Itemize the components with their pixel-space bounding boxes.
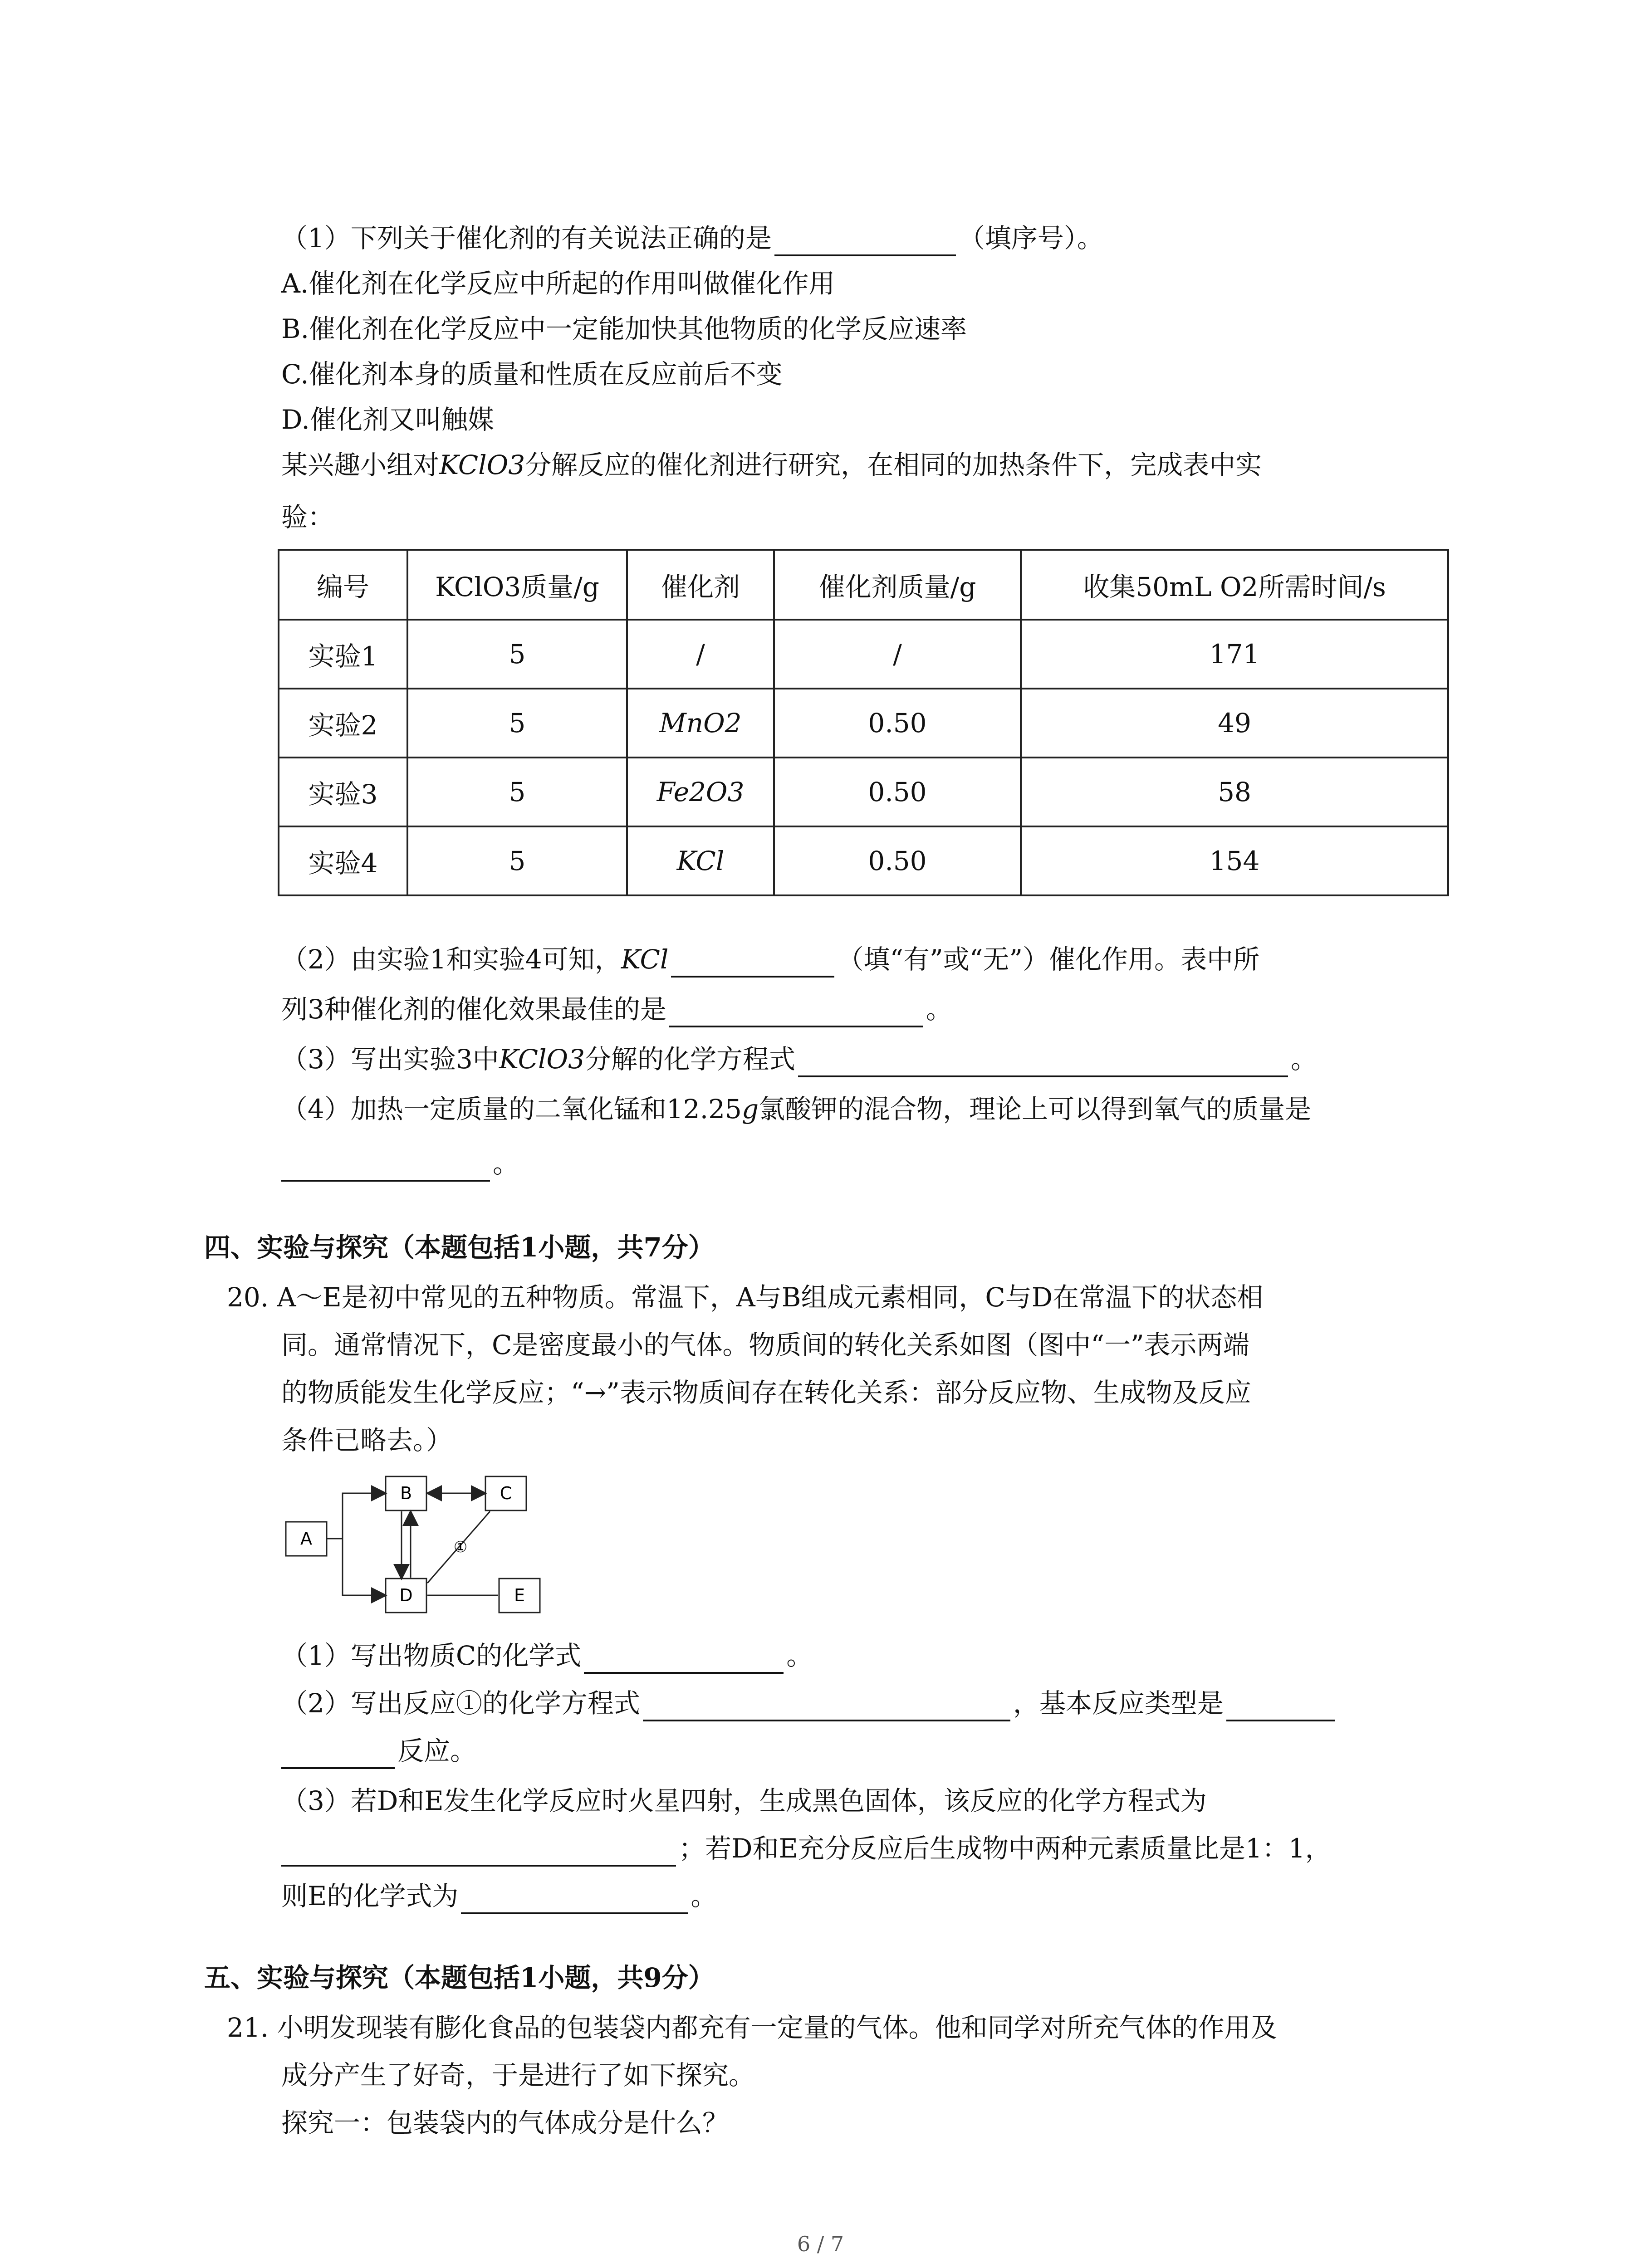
reaction-1-mark: ① bbox=[453, 1538, 468, 1556]
q20-text: 条件已略去。） bbox=[281, 1425, 453, 1456]
answer-blank[interactable] bbox=[798, 1048, 1288, 1077]
q19-intro-cont: 验： bbox=[281, 502, 334, 533]
table-cell: 实验4 bbox=[279, 826, 407, 895]
option-a: A.催化剂在化学反应中所起的作用叫做催化作用 bbox=[281, 268, 835, 299]
answer-blank[interactable] bbox=[774, 227, 956, 256]
answer-blank[interactable] bbox=[669, 998, 923, 1027]
answer-blank[interactable] bbox=[461, 1885, 688, 1914]
q19-part4-cont: 。 bbox=[281, 1145, 519, 1182]
table-row bbox=[279, 620, 1448, 689]
answer-blank[interactable] bbox=[671, 948, 834, 978]
table-cell: 0.50 bbox=[774, 689, 1021, 758]
q20-part2: （2）写出反应①的化学方程式 ，基本反应类型是 bbox=[281, 1685, 1338, 1721]
table-cell: / bbox=[627, 620, 774, 689]
relation-diagram bbox=[281, 1470, 563, 1624]
table-cell: 0.50 bbox=[774, 758, 1021, 826]
experiment-table bbox=[278, 549, 1449, 896]
node-b-label: B bbox=[400, 1483, 412, 1503]
option-d: D.催化剂又叫触媒 bbox=[281, 404, 494, 435]
q19-intro: 某兴趣小组对KClO3分解反应的催化剂进行研究，在相同的加热条件下，完成表中实 bbox=[281, 450, 1262, 480]
table-cell: 实验2 bbox=[279, 689, 407, 758]
formula-kclo3: KClO3 bbox=[439, 450, 525, 480]
table-cell: 154 bbox=[1021, 826, 1448, 895]
section4-heading: 四、实验与探究（本题包括1小题，共7分） bbox=[204, 1232, 715, 1263]
answer-blank[interactable] bbox=[281, 1740, 395, 1769]
table-cell: / bbox=[774, 620, 1021, 689]
node-e-label: E bbox=[514, 1585, 525, 1605]
table-row bbox=[279, 758, 1448, 826]
q20-text: 同。通常情况下，C是密度最小的气体。物质间的转化关系如图（图中“一”表示两端 bbox=[281, 1330, 1249, 1360]
answer-blank[interactable] bbox=[584, 1645, 784, 1674]
col-header: KClO3质量/g bbox=[407, 550, 627, 620]
q20-part3-cont: ；若D和E充分反应后生成物中两种元素质量比是1：1， bbox=[281, 1830, 1332, 1867]
q20-part3: （3）若D和E发生化学反应时火星四射，生成黑色固体，该反应的化学方程式为 bbox=[281, 1785, 1207, 1816]
node-c-label: C bbox=[500, 1483, 512, 1503]
table-cell: 0.50 bbox=[774, 826, 1021, 895]
node-d-label: D bbox=[399, 1585, 413, 1605]
q20-part1: （1）写出物质C的化学式 。 bbox=[281, 1637, 813, 1674]
option-c: C.催化剂本身的质量和性质在反应前后不变 bbox=[281, 359, 783, 390]
table-cell: MnO2 bbox=[627, 689, 774, 758]
q20-text: 的物质能发生化学反应；“→”表示物质间存在转化关系：部分反应物、生成物及反应 bbox=[281, 1377, 1251, 1408]
table-cell: 58 bbox=[1021, 758, 1448, 826]
q19-part3: （3）写出实验3中KClO3分解的化学方程式 。 bbox=[281, 1041, 1317, 1077]
q19-part4: （4）加热一定质量的二氧化锰和12.25g氯酸钾的混合物，理论上可以得到氧气的质量是 bbox=[281, 1094, 1312, 1124]
q21-text: 成分产生了好奇，于是进行了如下探究。 bbox=[281, 2060, 755, 2091]
q21-text: 探究一：包装袋内的气体成分是什么？ bbox=[281, 2107, 729, 2138]
table-row bbox=[279, 826, 1448, 895]
q19-part2: （2）由实验1和实验4可知，KCl （填“有”或“无”）催化作用。表中所 bbox=[281, 941, 1259, 978]
section5-heading: 五、实验与探究（本题包括1小题，共9分） bbox=[204, 1962, 715, 1993]
table-cell: 5 bbox=[407, 758, 627, 826]
table-cell: Fe2O3 bbox=[627, 758, 774, 826]
col-header: 催化剂质量/g bbox=[774, 550, 1021, 620]
col-header: 收集50mL O2所需时间/s bbox=[1021, 550, 1448, 620]
col-header: 编号 bbox=[279, 550, 407, 620]
answer-blank[interactable] bbox=[1226, 1692, 1335, 1721]
table-cell: 49 bbox=[1021, 689, 1448, 758]
answer-blank[interactable] bbox=[281, 1838, 676, 1867]
option-b: B.催化剂在化学反应中一定能加快其他物质的化学反应速率 bbox=[281, 313, 967, 344]
table-cell: 5 bbox=[407, 689, 627, 758]
table-header-row bbox=[279, 550, 1448, 620]
table-cell: KCl bbox=[627, 826, 774, 895]
answer-blank[interactable] bbox=[281, 1153, 490, 1182]
answer-blank[interactable] bbox=[643, 1692, 1010, 1721]
table-cell: 5 bbox=[407, 826, 627, 895]
table-row bbox=[279, 689, 1448, 758]
table-cell: 5 bbox=[407, 620, 627, 689]
node-a-label: A bbox=[300, 1529, 312, 1549]
q19-part1: （1）下列关于催化剂的有关说法正确的是 （填序号）。 bbox=[281, 220, 1103, 256]
table-cell: 实验3 bbox=[279, 758, 407, 826]
q20-part3-end: 则E的化学式为 。 bbox=[281, 1878, 717, 1914]
q19-part2-cont: 列3种催化剂的催化效果最佳的是 。 bbox=[281, 991, 952, 1027]
table-cell: 171 bbox=[1021, 620, 1448, 689]
q20-text: 20. A～E是初中常见的五种物质。常温下，A与B组成元素相同，C与D在常温下的状态相 bbox=[227, 1282, 1264, 1313]
q21-text: 21. 小明发现装有膨化食品的包装袋内都充有一定量的气体。他和同学对所充气体的作用及 bbox=[227, 2012, 1277, 2043]
page-number: 6 / 7 bbox=[797, 2232, 844, 2256]
table-cell: 实验1 bbox=[279, 620, 407, 689]
q20-part2-cont: 反应。 bbox=[281, 1733, 476, 1769]
col-header: 催化剂 bbox=[627, 550, 774, 620]
